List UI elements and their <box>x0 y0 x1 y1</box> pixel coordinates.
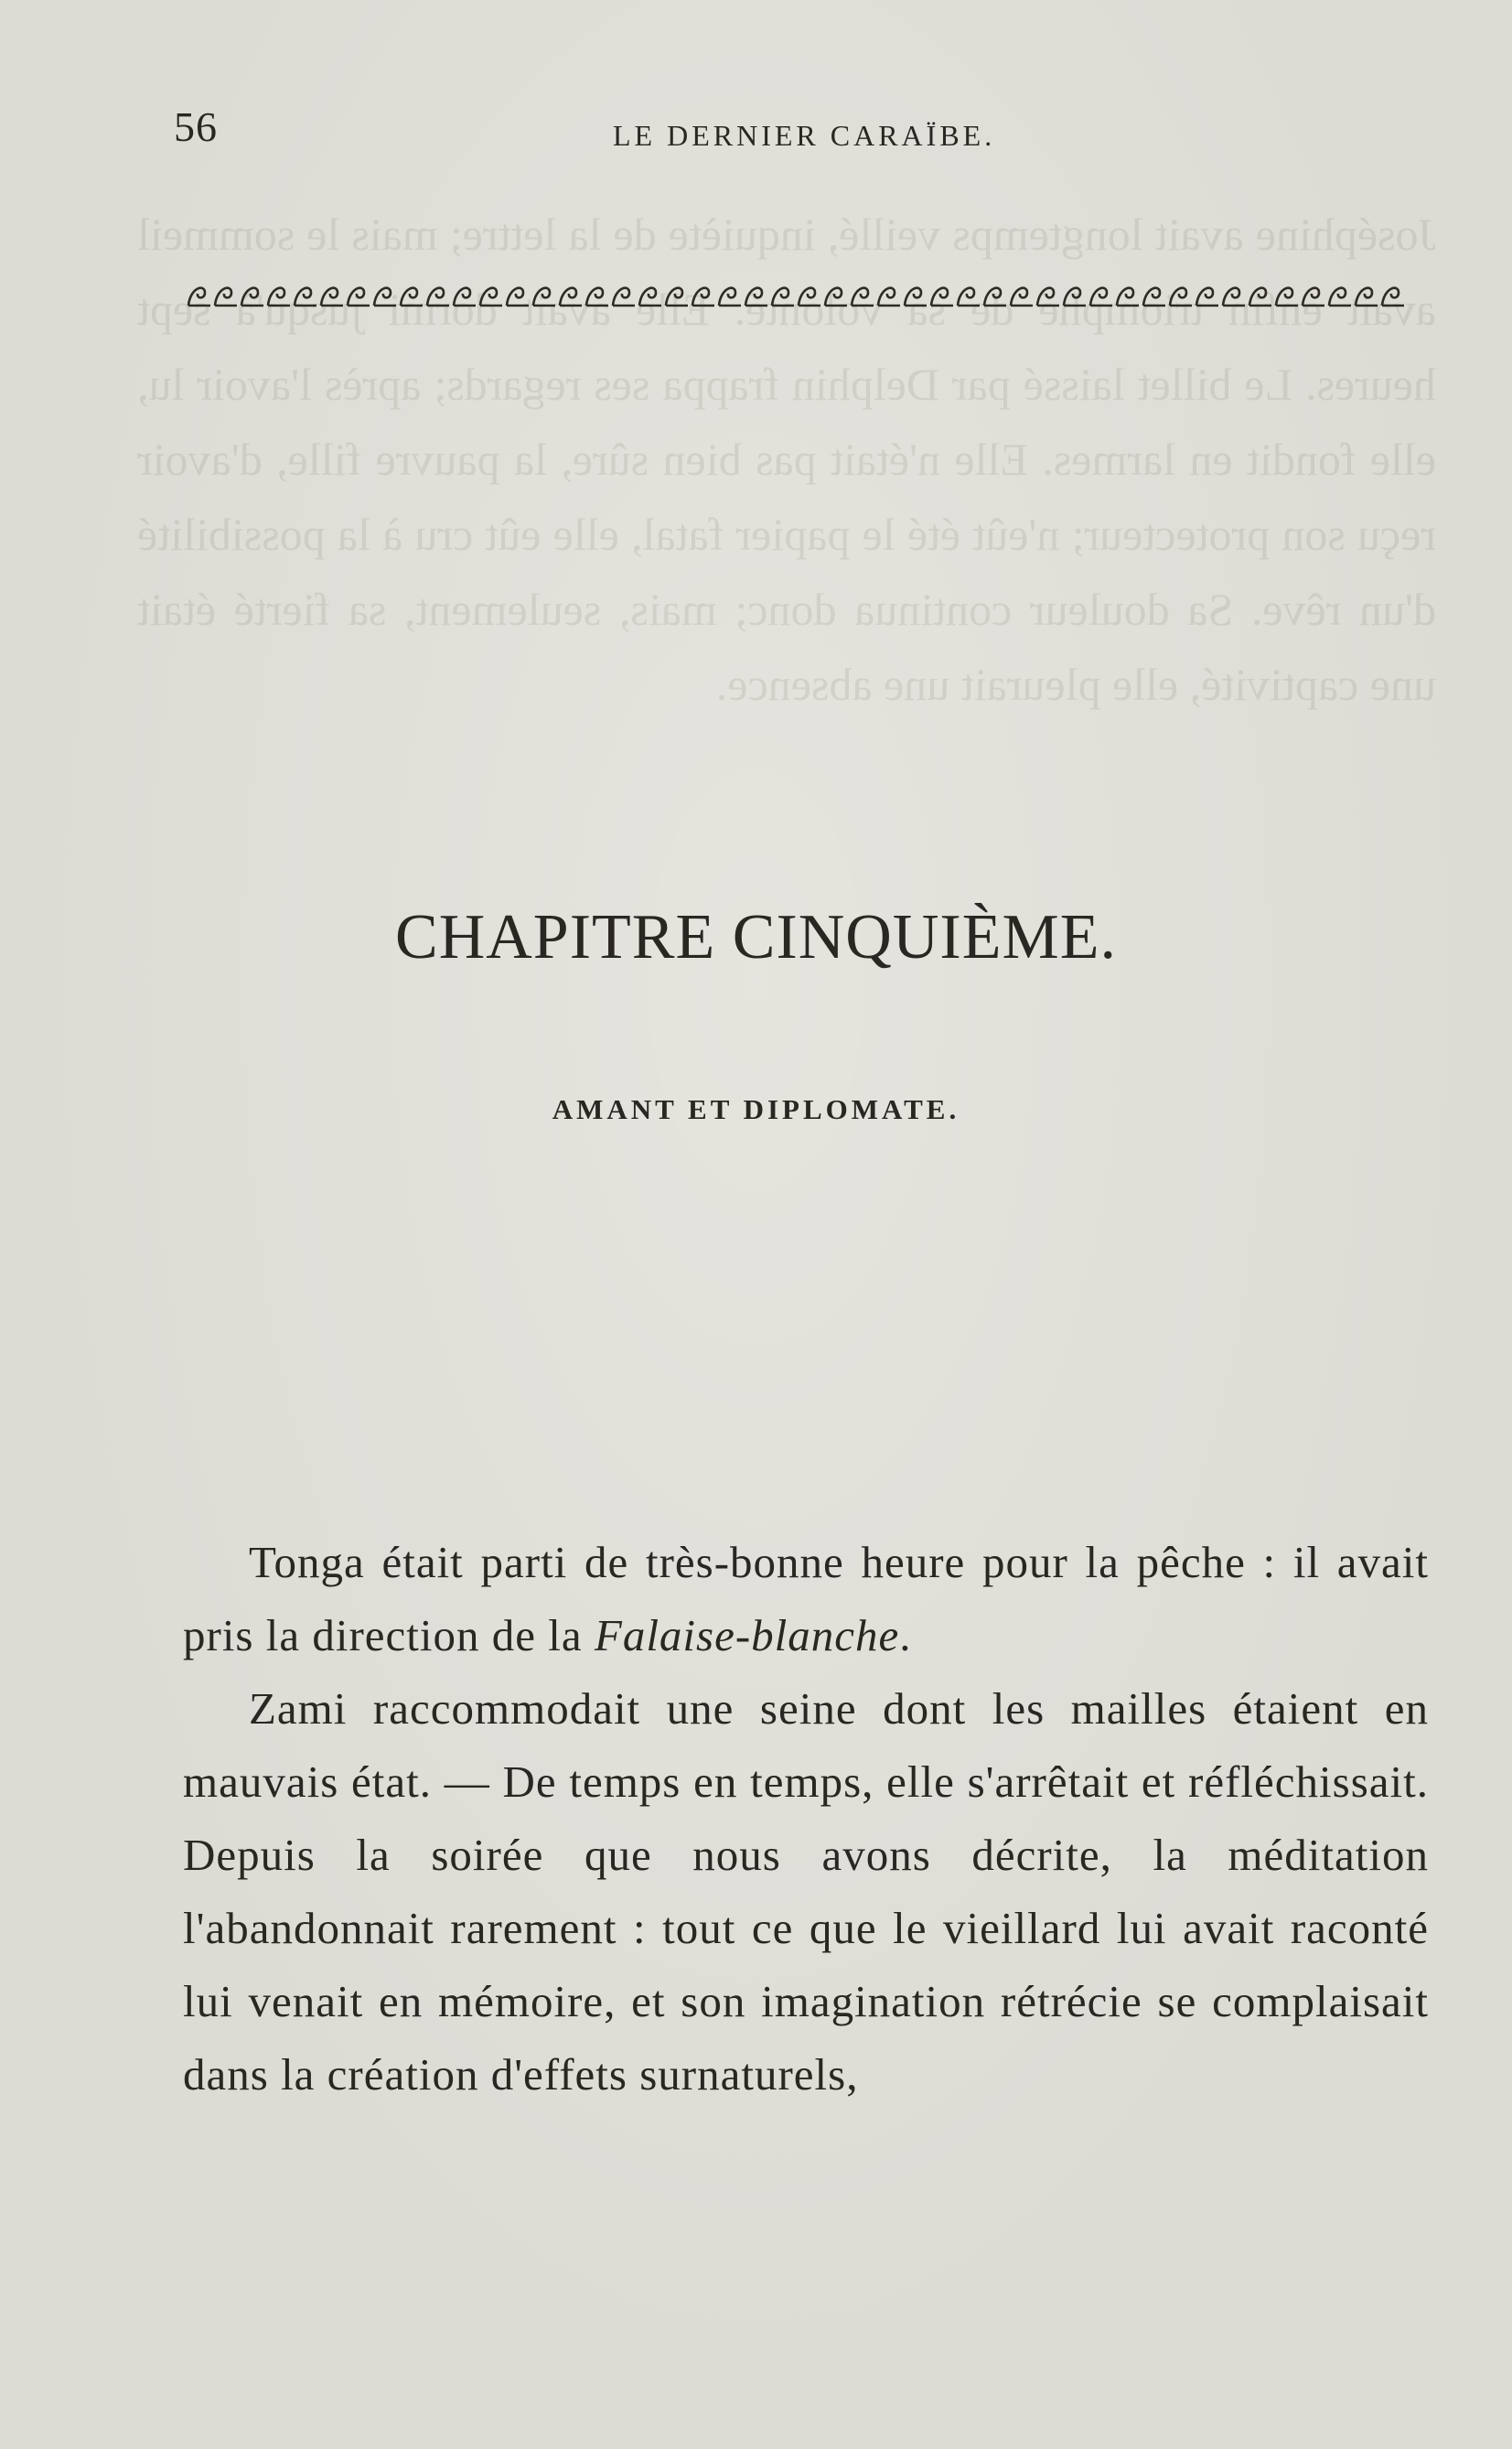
ornament-curl <box>1143 288 1165 306</box>
ornament-curl <box>348 288 370 306</box>
ornament-curl <box>1064 288 1086 306</box>
ornament-curl <box>188 288 210 306</box>
body-text <box>183 1526 1429 2111</box>
ornament-curl <box>1037 288 1059 306</box>
ornament-curl <box>1196 288 1218 306</box>
ornament-curl <box>401 288 423 306</box>
ornament-curl <box>1356 288 1378 306</box>
chapter-title: CHAPITRE CINQUIÈME. <box>395 902 1117 972</box>
ornament-curl <box>374 288 396 306</box>
ornament-curl <box>1223 288 1245 306</box>
ornament-curl <box>215 288 237 306</box>
ornament-curl <box>533 288 555 306</box>
ornament-curl <box>1117 288 1139 306</box>
ornament-curl <box>454 288 476 306</box>
paragraph-1-place-name: Falaise-blanche <box>594 1610 900 1660</box>
ornament-curl <box>639 288 661 306</box>
ornament-curl <box>799 288 820 306</box>
ornament-curl <box>560 288 582 306</box>
ornament-rule <box>183 274 1427 315</box>
ornament-curl <box>825 288 847 306</box>
ornament-curl <box>1170 288 1192 306</box>
ornament-curl <box>772 288 794 306</box>
ornament-curl <box>241 288 263 306</box>
ornament-curl <box>878 288 900 306</box>
ornament-curl <box>268 288 290 306</box>
ornament-curl <box>613 288 635 306</box>
ornament-curl <box>1382 288 1404 306</box>
paragraph-1-text: Tonga était parti de très-bonne heure pour la pêche : il avait pris la direction de la <box>183 1537 1429 1660</box>
ornament-curl <box>1303 288 1324 306</box>
ornament-curl <box>1276 288 1298 306</box>
paragraph-1 <box>183 1526 1429 1672</box>
running-title: LE DERNIER CARAÏBE. <box>613 119 996 152</box>
ornament-curl <box>427 288 449 306</box>
ornament-curl <box>586 288 608 306</box>
ornament-curl <box>1011 288 1033 306</box>
ornament-curl <box>905 288 927 306</box>
running-head <box>174 102 1427 157</box>
ornament-curl <box>692 288 714 306</box>
ornament-curl <box>321 288 343 306</box>
ornament-curl <box>852 288 874 306</box>
page-number: 56 <box>174 103 218 150</box>
ornament-curl <box>666 288 688 306</box>
ornament-curl <box>931 288 953 306</box>
chapter-subtitle: AMANT ET DIPLOMATE. <box>552 1093 960 1125</box>
ornament-curl <box>984 288 1006 306</box>
ornament-curl <box>1090 288 1112 306</box>
ornament-curl <box>958 288 980 306</box>
ornament-curl <box>507 288 529 306</box>
ornament-curl <box>745 288 767 306</box>
ornament-rule-svg <box>183 274 1427 315</box>
ornament-curl <box>1249 288 1271 306</box>
paragraph-2: Zami raccommodait une seine dont les mailles étaient en mauvais état. — De temps en temps, elle s'arrêtait et réfléchissait. Depuis la soirée que nous avons décrite, la méditation l'abandonnait rarement : tout ce que le vieillard lui avait raconté lui venait en mémoire, et son imagination rétrécie se complaisait dans la création d'effets surnaturels, <box>183 1683 1429 2100</box>
ornament-curl <box>1329 288 1351 306</box>
ornament-curl <box>295 288 316 306</box>
paragraph-1-end: . <box>899 1610 912 1660</box>
show-through-text: Joséphine avait longtemps veillé, inquiète de la lettre; mais le sommeil avait enfin triomphé de sa volonté. Elle avait dormi jusqu'à sept heures. Le billet laissé par Delphin frappa ses regards; après l'avoir lu, elle fondit en larmes. Elle n'était pas bien sûre, la pauvre fille, d'avoir reçu son protecteur; n'eût été le papier fatal, elle eût cru à la possibilité d'un rêve. Sa douleur continua donc; mais, seulement, sa fierté était une captivité, elle pleurait une absence. <box>137 209 1436 710</box>
ornament-curl <box>480 288 502 306</box>
ornament-curl <box>719 288 741 306</box>
